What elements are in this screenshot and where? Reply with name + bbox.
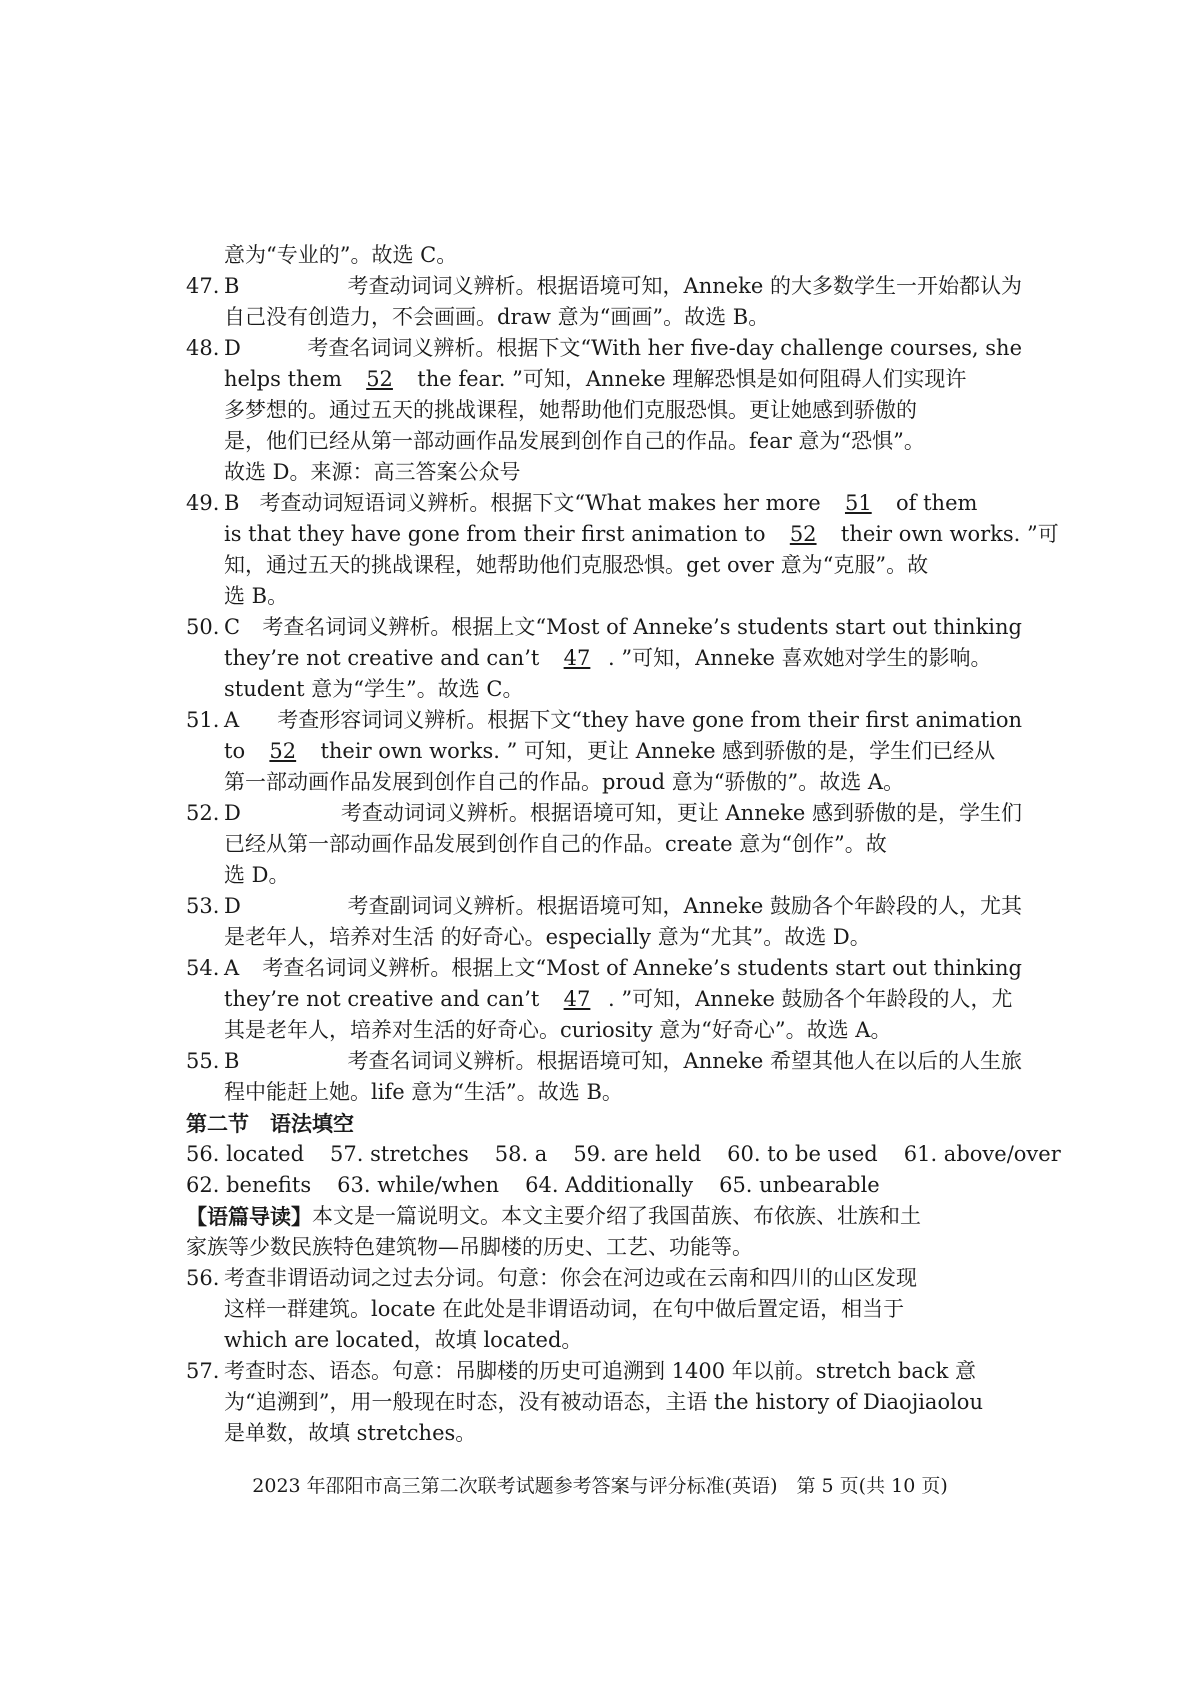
text-line: they’re not creative and can’t 47 . ”可知，Anneke 喜欢她对学生的影响。 xyxy=(186,643,1022,674)
text-line: 其是老年人，培养对生活的好奇心。curiosity 意为“好奇心”。故选 A。 xyxy=(224,1018,892,1042)
section-heading: 第二节 语法填空 xyxy=(186,1111,354,1136)
text-line: 家族等少数民族特色建筑物—吊脚楼的历史、工艺、功能等。 xyxy=(186,1235,753,1259)
page-footer: 2023 年邵阳市高三第二次联考试题参考答案与评分标准(英语) 第 5 页(共 10 页) xyxy=(252,1475,948,1497)
text-line: 故选 D。来源：高三答案公众号 xyxy=(224,460,521,484)
text-line: 是老年人，培养对生活 的好奇心。especially 意为“尤其”。故选 D。 xyxy=(224,925,871,949)
text-line: helps them 52 the fear. ”可知，Anneke 理解恐惧是如何阻碍人们实现许 xyxy=(186,364,1022,395)
question-47: 47. B 考查动词词义辨析。根据语境可知，Anneke 的大多数学生一开始都认为 xyxy=(186,274,1022,298)
question-54: 54. A 考查名词词义辨析。根据上文“Most of Anneke’s students start out thinking xyxy=(186,956,1022,980)
text-line: 意为“专业的”。故选 C。 xyxy=(224,243,458,267)
question-56: 56. 考查非谓语动词之过去分词。句意：你会在河边或在云南和四川的山区发现 xyxy=(186,1266,917,1290)
text-line: they’re not creative and can’t 47 . ”可知，Anneke 鼓励各个年龄段的人，尤 xyxy=(186,984,1022,1015)
text-line: is that they have gone from their first animation to 52 their own works. ”可 xyxy=(186,519,1022,550)
text-line: 程中能赶上她。life 意为“生活”。故选 B。 xyxy=(224,1080,623,1104)
text-line: which are located，故填 located。 xyxy=(224,1328,583,1352)
question-51: 51. A 考查形容词词义辨析。根据下文“they have gone from their first animation xyxy=(186,708,1022,732)
text-line: 多梦想的。通过五天的挑战课程，她帮助他们克服恐惧。更让她感到骄傲的 xyxy=(224,398,917,422)
question-50: 50. C 考查名词词义辨析。根据上文“Most of Anneke’s students start out thinking xyxy=(186,615,1022,639)
answer-page xyxy=(186,240,1061,1449)
blank-52: 52 xyxy=(269,739,297,763)
blank-52: 52 xyxy=(789,522,817,546)
answer-key-row: 62. benefits 63. while/when 64. Additionally 65. unbearable xyxy=(186,1173,880,1197)
text-line: student 意为“学生”。故选 C。 xyxy=(224,677,524,701)
answer-key-row: 56. located 57. stretches 58. a 59. are held 60. to be used 61. above/over xyxy=(186,1142,1061,1166)
question-48: 48. D 考查名词词义辨析。根据下文“With her five-day challenge courses, she xyxy=(186,336,1022,360)
blank-47: 47 xyxy=(563,987,591,1011)
text-line: 选 B。 xyxy=(224,584,289,608)
blank-47: 47 xyxy=(563,646,591,670)
text-line: 这样一群建筑。locate 在此处是非谓语动词，在句中做后置定语，相当于 xyxy=(224,1297,905,1321)
text-line: to 52 their own works. ” 可知，更让 Anneke 感到骄傲的是，学生们已经从 xyxy=(186,736,1022,767)
text-line: 第一部动画作品发展到创作自己的作品。proud 意为“骄傲的”。故选 A。 xyxy=(224,770,905,794)
question-57: 57. 考查时态、语态。句意：吊脚楼的历史可追溯到 1400 年以前。stretch back 意 xyxy=(186,1359,976,1383)
blank-52: 52 xyxy=(366,367,393,391)
text-line: 选 D。 xyxy=(224,863,290,887)
text-line: 知，通过五天的挑战课程，她帮助他们克服恐惧。get over 意为“克服”。故 xyxy=(224,553,929,577)
question-49: 49. B 考查动词短语词义辨析。根据下文“What makes her more 51 of them xyxy=(186,488,1022,519)
blank-51: 51 xyxy=(844,491,872,515)
reading-guide: 【语篇导读】 本文是一篇说明文。本文主要介绍了我国苗族、布依族、壮族和土 xyxy=(186,1204,921,1229)
text-line: 为“追溯到”，用一般现在时态，没有被动语态，主语 the history of Diaojiaolou xyxy=(224,1390,983,1414)
text-line: 自己没有创造力，不会画画。draw 意为“画画”。故选 B。 xyxy=(224,305,770,329)
text-line: 是单数，故填 stretches。 xyxy=(224,1421,477,1445)
question-55: 55. B 考查名词词义辨析。根据语境可知，Anneke 希望其他人在以后的人生旅 xyxy=(186,1049,1022,1073)
text-line: 已经从第一部动画作品发展到创作自己的作品。create 意为“创作”。故 xyxy=(224,832,887,856)
question-52: 52. D 考查动词词义辨析。根据语境可知，更让 Anneke 感到骄傲的是，学生们 xyxy=(186,801,1022,825)
text-line: 是，他们已经从第一部动画作品发展到创作自己的作品。fear 意为“恐惧”。 xyxy=(224,429,925,453)
question-53: 53. D 考查副词词义辨析。根据语境可知，Anneke 鼓励各个年龄段的人，尤其 xyxy=(186,894,1022,918)
